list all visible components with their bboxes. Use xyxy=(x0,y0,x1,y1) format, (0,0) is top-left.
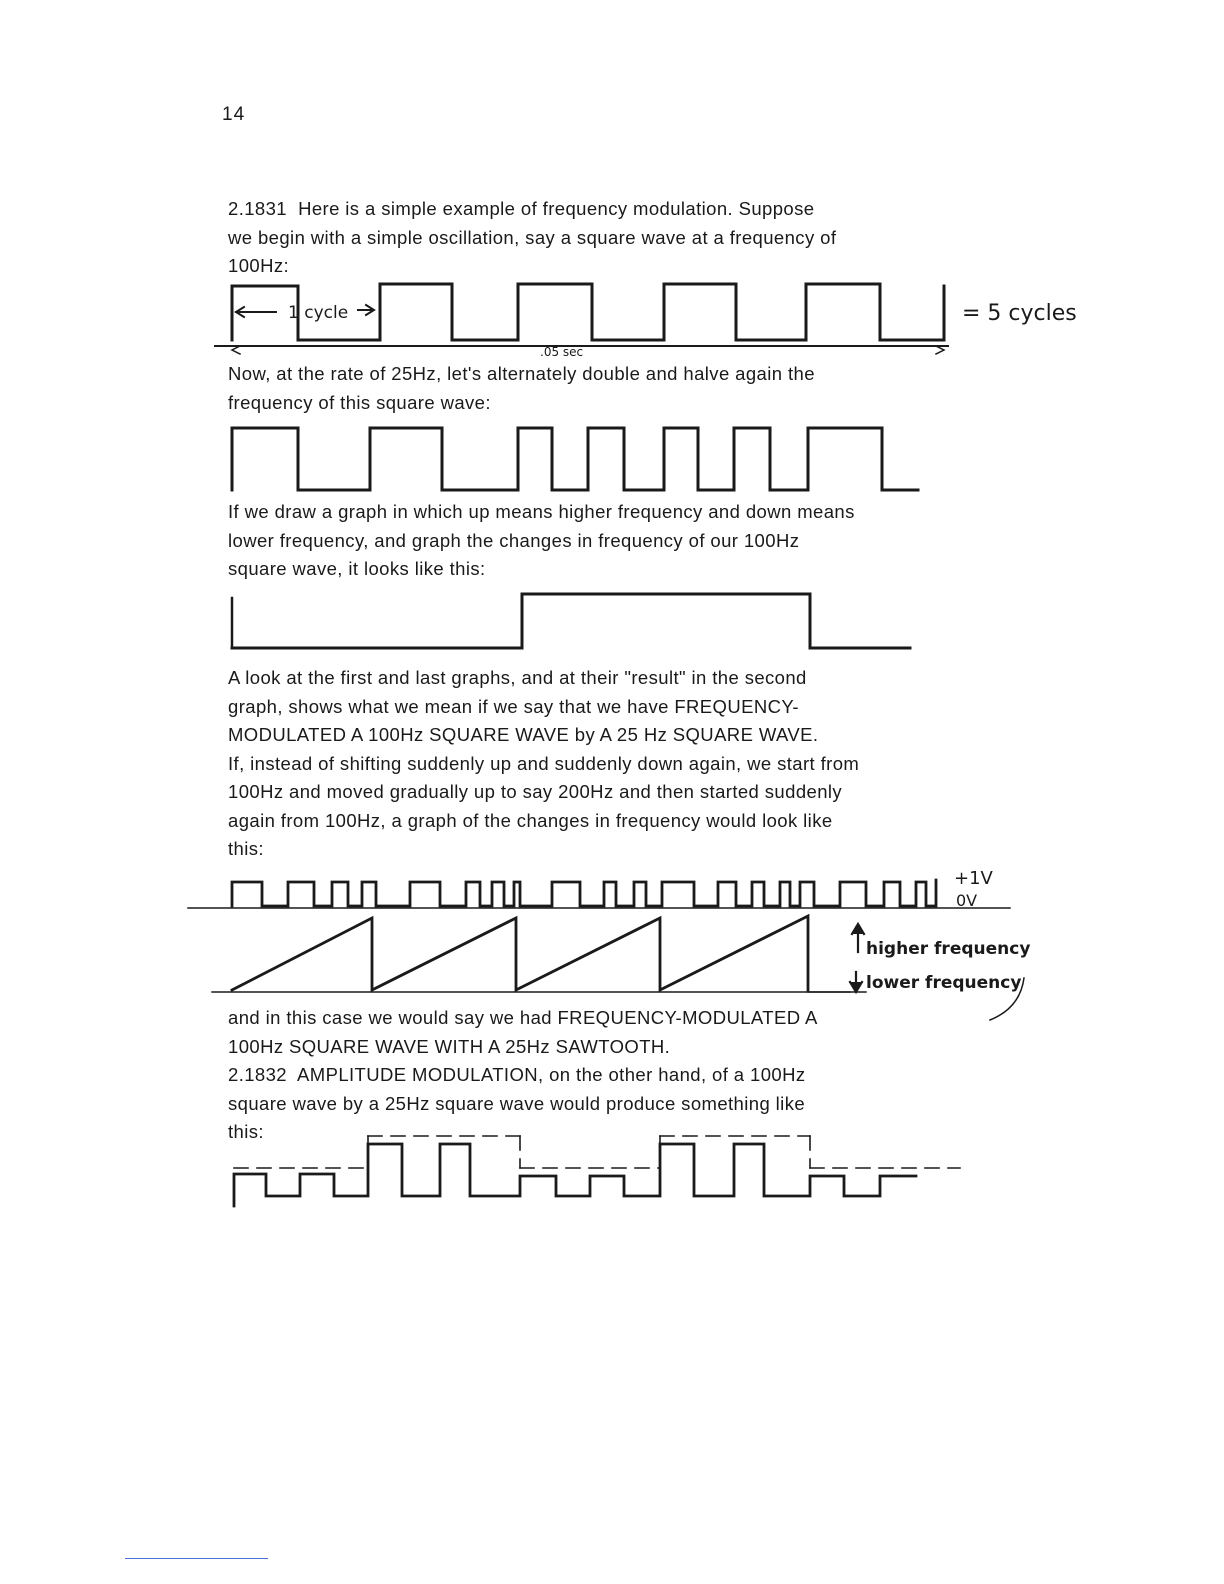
cycles-count-label: = 5 cycles xyxy=(962,301,1077,326)
text-line: we begin with a simple oscillation, say a square wave at a frequency of xyxy=(228,226,837,248)
footnote-rule xyxy=(125,1558,268,1559)
text-line: square wave by a 25Hz square wave would produce something like xyxy=(228,1092,806,1114)
duration-dimension xyxy=(232,346,944,354)
plus-volt-label: +1V xyxy=(954,868,993,889)
text-line: If, instead of shifting suddenly up and suddenly down again, we start from xyxy=(228,752,860,774)
text-line: 100Hz: xyxy=(228,255,290,276)
cycle-label: 1 cycle xyxy=(288,303,349,323)
text-line: If we draw a graph in which up means higher frequency and down means xyxy=(228,501,855,522)
text-line: square wave, it looks like this: xyxy=(228,558,486,579)
text-line: 100Hz SQUARE WAVE WITH A 25Hz SAWTOOTH. xyxy=(228,1035,671,1057)
text-line: Now, at the rate of 25Hz, let's alternately double and halve again the xyxy=(228,363,815,384)
text-line: and in this case we would say we had FREQUENCY-MODULATED A xyxy=(228,1007,818,1028)
fm-square-wave xyxy=(232,428,918,490)
frequency-change-graph xyxy=(232,594,910,648)
text-line: 2.1831 Here is a simple example of frequency modulation. Suppose xyxy=(228,198,815,219)
text-line: MODULATED A 100Hz SQUARE WAVE by A 25 Hz SQUARE WAVE. xyxy=(228,724,819,745)
text-line: 2.1832 AMPLITUDE MODULATION, on the other hand, of a 100Hz xyxy=(228,1064,806,1085)
text-line: this: xyxy=(228,838,264,859)
page-number: 14 xyxy=(222,104,246,125)
text-line: frequency of this square wave: xyxy=(228,391,491,413)
text-line: graph, shows what we mean if we say that we have FREQUENCY- xyxy=(228,695,799,717)
sawtooth-fm-square-wave xyxy=(188,880,1010,908)
text-line: lower frequency, and graph the changes in frequency of our 100Hz xyxy=(228,529,800,551)
text-line: 100Hz and moved gradually up to say 200Hz and then started suddenly xyxy=(228,781,843,802)
duration-label: .05 sec xyxy=(540,345,584,359)
higher-frequency-label: higher frequency xyxy=(866,939,1031,959)
sawtooth-wave xyxy=(212,916,866,992)
lower-frequency-label: lower frequency xyxy=(866,973,1022,993)
amplitude-modulated-wave xyxy=(234,1144,916,1206)
text-line: this: xyxy=(228,1121,264,1142)
text-line: A look at the first and last graphs, and at their "result" in the second xyxy=(228,667,807,688)
zero-volt-label: 0V xyxy=(956,891,978,910)
amplitude-envelope xyxy=(234,1136,960,1168)
text-line: again from 100Hz, a graph of the changes in frequency would look like xyxy=(228,809,833,831)
